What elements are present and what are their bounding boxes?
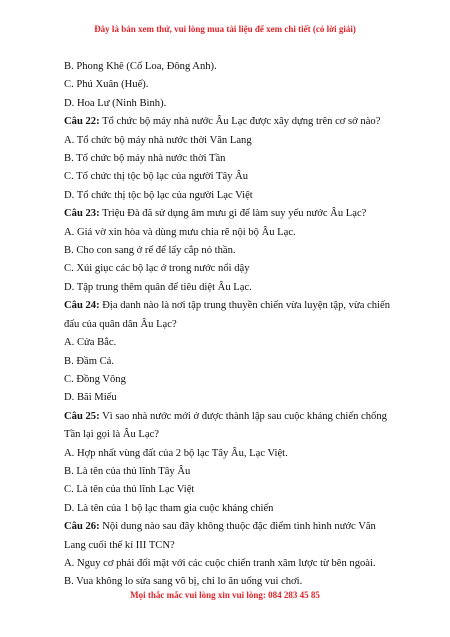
answer-option: D. Là tên của 1 bộ lạc tham gia cuộc kháng chiến xyxy=(64,502,274,514)
answer-option: C. Là tên của thủ lĩnh Lạc Việt xyxy=(64,484,195,496)
document-body xyxy=(64,58,406,592)
question-text: Triệu Đà đã sử dụng âm mưu gì để làm suy yếu nước Âu Lạc? xyxy=(102,208,367,220)
question-label: Câu 26: xyxy=(64,521,100,533)
question-label: Câu 24: xyxy=(64,300,100,312)
answer-option: C. Xúi giục các bộ lạc ở trong nước nổi dậy xyxy=(64,263,250,275)
preview-notice: Đây là bản xem thử, vui lòng mua tài liệu để xem chi tiết (có lời giải) xyxy=(94,24,356,34)
answer-option: A. Nguy cơ phải đối mặt với các cuộc chiến tranh xâm lược từ bên ngoài. xyxy=(64,557,376,569)
question-label: Câu 25: xyxy=(64,410,100,422)
answer-option: C. Đồng Vông xyxy=(64,373,126,385)
question-23 xyxy=(64,205,406,223)
answer-option: A. Hợp nhất vùng đất của 2 bộ lạc Tây Âu, Lạc Việt. xyxy=(64,447,288,459)
question-text-continued: Lang cuối thế kỉ III TCN? xyxy=(64,539,175,551)
question-text-continued: đấu của quân dân Âu Lạc? xyxy=(64,318,177,330)
answer-option: B. Tổ chức bộ máy nhà nước thời Tần xyxy=(64,153,226,165)
answer-option: D. Hoa Lư (Ninh Bình). xyxy=(64,97,167,109)
question-text: Nội dung nào sau đây không thuộc đặc điểm tình hình nước Văn xyxy=(102,521,376,533)
question-26 xyxy=(64,518,406,536)
answer-option: D. Tập trung thêm quân để tiêu diệt Âu Lạc. xyxy=(64,281,252,293)
question-25 xyxy=(64,408,406,426)
answer-option: B. Là tên của thủ lĩnh Tây Âu xyxy=(64,465,191,477)
answer-option: A. Giả vờ xin hòa và dùng mưu chia rẽ nội bộ Âu Lạc. xyxy=(64,226,296,238)
answer-option: C. Tổ chức thị tộc bộ lạc của người Tây Âu xyxy=(64,171,249,183)
answer-option: B. Đầm Cả. xyxy=(64,355,115,367)
contact-notice: Mọi thắc mắc vui lòng xin vui lòng: 084 283 45 85 xyxy=(130,590,320,600)
question-24 xyxy=(64,297,406,315)
answer-option: B. Cho con sang ở rể để lấy cắp nỏ thần. xyxy=(64,245,236,257)
answer-option: B. Vua không lo sửa sang võ bị, chỉ lo ăn uống vui chơi. xyxy=(64,576,303,588)
answer-option: A. Tổ chức bộ máy nhà nước thời Văn Lang xyxy=(64,134,252,146)
answer-option: B. Phong Khê (Cổ Loa, Đông Anh). xyxy=(64,61,217,72)
question-text: Địa danh nào là nơi tập trung thuyền chiến vừa luyện tập, vừa chiến xyxy=(102,300,390,312)
answer-option: A. Cửa Bắc. xyxy=(64,337,117,349)
answer-option: D. Bãi Miếu xyxy=(64,392,117,404)
question-label: Câu 23: xyxy=(64,208,100,220)
answer-option: C. Phú Xuân (Huế). xyxy=(64,79,149,91)
question-text: Tổ chức bộ máy nhà nước Âu Lạc được xây dựng trên cơ sở nào? xyxy=(102,116,381,128)
question-text-continued: Tần lại gọi là Âu Lạc? xyxy=(64,429,160,441)
question-text: Vì sao nhà nước mới ở được thành lập sau cuộc kháng chiến chống xyxy=(102,410,387,422)
question-22 xyxy=(64,113,406,131)
answer-option: D. Tổ chức thị tộc bộ lạc của người Lạc Việt xyxy=(64,189,253,201)
question-label: Câu 22: xyxy=(64,116,100,128)
